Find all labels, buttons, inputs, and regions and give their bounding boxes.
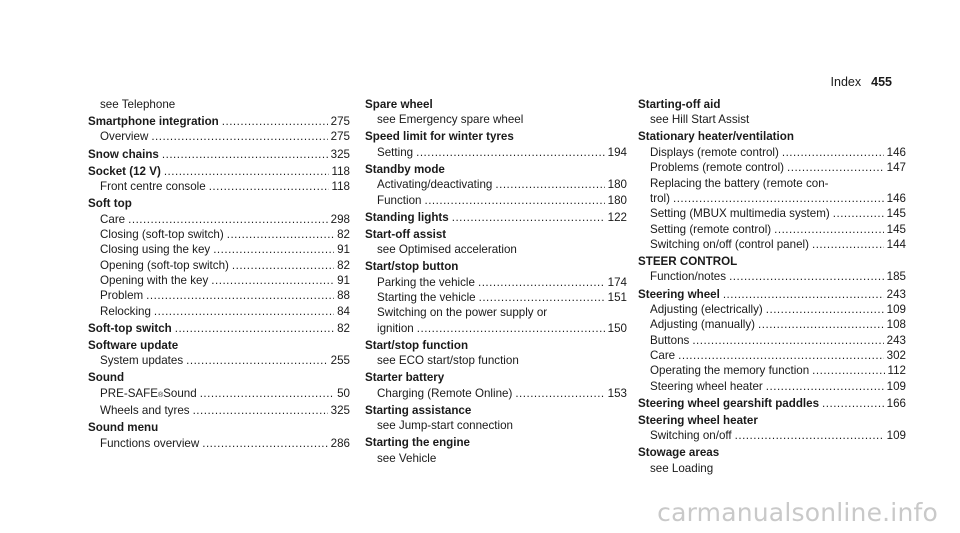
index-subentry — [638, 145, 906, 160]
page-ref[interactable]: 82 — [337, 227, 350, 241]
dot-leader — [766, 302, 884, 317]
index-column-1 — [88, 97, 350, 451]
dot-leader — [729, 269, 884, 284]
page-ref[interactable]: 243 — [886, 333, 906, 347]
dot-leader — [213, 242, 334, 257]
index-subentry-text: PRE-SAFE — [100, 386, 158, 400]
index-subentry — [88, 304, 350, 319]
index-subentry — [638, 176, 906, 191]
dot-leader — [774, 222, 884, 237]
index-heading-text: Sound menu — [88, 421, 159, 435]
index-subentry-text: Care — [100, 212, 126, 226]
page-ref[interactable]: 255 — [330, 354, 350, 368]
index-heading — [638, 97, 906, 112]
index-column-3 — [638, 97, 906, 476]
index-heading-text: Starter battery — [365, 371, 445, 385]
index-heading-text: Steering wheel — [638, 287, 720, 301]
index-subentry — [88, 212, 350, 227]
index-subentry-text: Buttons — [650, 333, 690, 347]
index-heading — [88, 420, 350, 435]
index-subentry — [365, 451, 627, 466]
index-subentry-text: Charging (Remote Online) — [377, 386, 513, 400]
index-entry — [365, 162, 627, 208]
page-ref[interactable]: 112 — [887, 364, 906, 378]
index-subentry — [638, 363, 906, 378]
index-entry — [638, 445, 906, 476]
index-heading-text: Starting assistance — [365, 403, 472, 417]
index-subentry — [88, 436, 350, 451]
index-subentry — [88, 386, 350, 403]
index-subentry-text: Setting — [377, 145, 414, 159]
page-ref[interactable]: 174 — [607, 275, 627, 289]
index-heading — [88, 321, 350, 336]
dot-leader — [186, 353, 328, 368]
index-heading-text: Steering wheel gearshift paddles — [638, 396, 820, 410]
dot-leader — [211, 273, 334, 288]
page-ref[interactable]: 84 — [337, 304, 350, 318]
dot-leader — [758, 317, 884, 332]
index-subentry-text: ignition — [377, 321, 414, 335]
page-ref[interactable]: 91 — [337, 273, 350, 287]
page-number: 455 — [871, 75, 892, 89]
dot-leader — [202, 436, 327, 451]
page-ref[interactable]: 144 — [886, 237, 906, 251]
index-subentry-text: see Telephone — [100, 98, 176, 111]
index-entry — [638, 396, 906, 411]
page-ref[interactable]: 194 — [607, 145, 627, 159]
index-entry — [88, 196, 350, 319]
index-entry — [88, 147, 350, 162]
index-subentry-text: Starting the vehicle — [377, 291, 476, 305]
dot-leader — [424, 193, 604, 208]
index-heading-text: Sound — [88, 371, 125, 385]
index-subentry — [638, 317, 906, 332]
index-subentry — [638, 348, 906, 363]
page-header — [831, 75, 892, 89]
dot-leader — [787, 160, 884, 175]
index-subentry-text: System updates — [100, 354, 184, 368]
index-subentry — [638, 333, 906, 348]
index-heading — [88, 196, 350, 211]
page-ref[interactable]: 325 — [330, 404, 350, 418]
page-ref[interactable]: 82 — [337, 321, 350, 335]
page-ref[interactable]: 185 — [886, 270, 906, 284]
index-subentry-text: Wheels and tyres — [100, 404, 190, 418]
index-heading-text: Socket (12 V) — [88, 164, 161, 178]
index-heading-text: Smartphone integration — [88, 115, 219, 129]
index-heading-text: Start/stop button — [365, 260, 459, 274]
index-subentry-text: Setting (remote control) — [650, 222, 772, 236]
page-ref[interactable]: 118 — [331, 180, 350, 194]
index-entry — [88, 97, 350, 112]
index-subentry — [88, 353, 350, 368]
index-heading — [88, 114, 350, 129]
index-subentry-text: Steering wheel heater — [650, 379, 763, 393]
index-subentry — [365, 353, 627, 368]
watermark: carmanualsonline.info — [657, 498, 938, 527]
index-heading — [88, 338, 350, 353]
page-ref[interactable]: 180 — [607, 193, 627, 207]
index-entry — [88, 420, 350, 451]
index-subentry — [88, 258, 350, 273]
index-subentry — [638, 191, 906, 206]
index-entry — [365, 210, 627, 225]
index-subentry-text: Switching on/off (control panel) — [650, 237, 809, 251]
index-heading-text: Snow chains — [88, 147, 159, 161]
dot-leader — [495, 177, 604, 192]
page-ref[interactable]: 145 — [886, 222, 906, 236]
index-entry — [365, 435, 627, 466]
index-subentry — [638, 206, 906, 221]
index-heading-text: Soft top — [88, 197, 132, 211]
index-heading-text: Standby mode — [365, 162, 445, 176]
index-subentry-text: Problems (remote control) — [650, 161, 785, 175]
index-subentry-text: Displays (remote control) — [650, 145, 779, 159]
page-ref[interactable]: 275 — [330, 130, 350, 144]
index-subentry — [365, 290, 627, 305]
index-heading — [365, 370, 627, 385]
index-subentry — [88, 129, 350, 144]
dot-leader — [128, 212, 328, 227]
index-subentry-text: Replacing the battery (remote con- — [650, 176, 829, 190]
dot-leader — [735, 428, 884, 443]
page-ref[interactable]: 153 — [607, 386, 627, 400]
index-subentry — [88, 403, 350, 418]
index-heading — [365, 338, 627, 353]
index-heading-text: Standing lights — [365, 210, 449, 224]
index-subentry — [365, 177, 627, 192]
dot-leader — [479, 290, 605, 305]
index-heading — [365, 403, 627, 418]
index-subentry — [88, 97, 350, 112]
index-subentry — [365, 193, 627, 208]
index-heading — [638, 287, 906, 302]
index-entry — [365, 403, 627, 434]
index-subentry-text: Functions overview — [100, 436, 200, 450]
index-subentry-text: Opening (soft-top switch) — [100, 258, 229, 272]
index-heading — [638, 413, 906, 428]
index-subentry — [638, 428, 906, 443]
dot-leader — [515, 386, 604, 401]
index-subentry-text: Operating the memory function — [650, 364, 810, 378]
index-heading — [638, 254, 906, 269]
index-subentry — [638, 112, 906, 127]
dot-leader — [833, 206, 884, 221]
index-subentry-text: Setting (MBUX multimedia system) — [650, 207, 830, 221]
index-subentry — [365, 321, 627, 336]
page-ref[interactable]: 88 — [337, 289, 350, 303]
page-ref[interactable]: 180 — [607, 178, 627, 192]
dot-leader — [151, 129, 327, 144]
index-heading-text: STEER CONTROL — [638, 255, 738, 269]
page-ref[interactable]: 109 — [886, 379, 906, 393]
index-entry — [88, 164, 350, 195]
dot-leader — [162, 147, 328, 162]
index-entry — [365, 370, 627, 401]
page-ref[interactable]: 91 — [337, 243, 350, 257]
index-subentry-text: see Loading — [650, 461, 714, 475]
page-ref[interactable]: 243 — [886, 287, 906, 301]
page-ref[interactable]: 166 — [886, 396, 906, 410]
page-ref[interactable]: 286 — [330, 436, 350, 450]
index-subentry — [638, 269, 906, 284]
index-subentry — [88, 179, 350, 194]
index-subentry — [365, 418, 627, 433]
dot-leader — [154, 304, 334, 319]
index-heading-text: Soft-top switch — [88, 321, 172, 335]
index-subentry-text: Activating/deactivating — [377, 178, 493, 192]
index-subentry-text: Overview — [100, 130, 149, 144]
page-ref[interactable]: 150 — [607, 321, 627, 335]
index-entry — [365, 338, 627, 369]
dot-leader — [164, 164, 329, 179]
index-subentry-text: Problem — [100, 289, 144, 303]
index-heading — [365, 129, 627, 144]
index-subentry — [638, 160, 906, 175]
index-heading — [365, 210, 627, 225]
dot-leader — [417, 321, 605, 336]
dot-leader — [193, 403, 328, 418]
index-subentry-text: see Hill Start Assist — [650, 113, 750, 127]
index-subentry — [88, 242, 350, 257]
page-ref[interactable]: 146 — [886, 145, 906, 159]
index-subentry-text: Function/notes — [650, 270, 727, 284]
index-entry — [365, 129, 627, 160]
index-heading — [88, 164, 350, 179]
index-entry — [638, 129, 906, 252]
page-ref[interactable]: 122 — [607, 210, 627, 224]
page-ref[interactable]: 109 — [886, 302, 906, 316]
index-subentry — [638, 461, 906, 476]
index-subentry — [365, 145, 627, 160]
index-entry — [88, 370, 350, 418]
index-entry — [365, 227, 627, 258]
index-subentry — [88, 288, 350, 303]
page-ref[interactable]: 302 — [886, 348, 906, 362]
index-entry — [638, 413, 906, 444]
index-subentry-text: Closing (soft-top switch) — [100, 227, 224, 241]
page-ref[interactable]: 50 — [337, 386, 350, 400]
page-ref[interactable]: 82 — [337, 258, 350, 272]
index-entry — [88, 114, 350, 145]
index-heading — [88, 147, 350, 162]
index-subentry — [365, 112, 627, 127]
index-heading-text: Start-off assist — [365, 227, 447, 241]
dot-leader — [782, 145, 884, 160]
section-title: Index — [830, 75, 862, 89]
index-subentry — [365, 242, 627, 257]
index-heading-text: Stationary heater/ventilation — [638, 130, 794, 144]
dot-leader — [452, 210, 605, 225]
page-ref[interactable]: 109 — [886, 429, 906, 443]
index-heading — [365, 227, 627, 242]
index-heading — [88, 370, 350, 385]
dot-leader — [678, 348, 884, 363]
page-ref[interactable]: 275 — [330, 115, 350, 129]
page-ref[interactable]: 325 — [330, 147, 350, 161]
dot-leader — [200, 386, 334, 401]
dot-leader — [227, 227, 334, 242]
index-subentry-text: Switching on/off — [650, 429, 732, 443]
index-subentry-text: Closing using the key — [100, 243, 211, 257]
index-heading — [365, 435, 627, 450]
index-subentry-text: Sound — [163, 386, 197, 400]
dot-leader — [232, 258, 334, 273]
index-subentry — [365, 305, 627, 320]
index-subentry-text: Parking the vehicle — [377, 275, 475, 289]
index-column-2 — [365, 97, 627, 466]
index-entry — [365, 97, 627, 128]
index-heading — [638, 129, 906, 144]
index-entry — [638, 287, 906, 394]
index-subentry-text: Relocking — [100, 304, 151, 318]
index-subentry-text: trol) — [650, 191, 670, 205]
index-heading — [638, 396, 906, 411]
dot-leader — [146, 288, 334, 303]
index-subentry-text: Opening with the key — [100, 273, 209, 287]
dot-leader — [692, 333, 883, 348]
index-subentry-text: see Optimised acceleration — [377, 243, 517, 257]
dot-leader — [673, 191, 884, 206]
index-heading-text: Stowage areas — [638, 446, 720, 460]
index-entry — [88, 338, 350, 369]
registered-mark: ® — [157, 391, 164, 399]
index-subentry-text: Switching on the power supply or — [377, 306, 548, 320]
dot-leader — [723, 287, 884, 302]
index-heading — [365, 259, 627, 274]
index-subentry-text: see Jump-start connection — [377, 419, 513, 433]
index-subentry-text: see Vehicle — [377, 451, 437, 465]
page-ref[interactable]: 298 — [330, 212, 350, 226]
index-subentry — [365, 386, 627, 401]
index-heading-text: Spare wheel — [365, 98, 433, 111]
index-subentry — [638, 379, 906, 394]
page-ref[interactable]: 145 — [886, 207, 906, 221]
index-entry — [638, 254, 906, 285]
index-heading-text: Speed limit for winter tyres — [365, 130, 514, 144]
page-ref[interactable]: 118 — [331, 164, 350, 178]
index-entry — [638, 97, 906, 128]
index-entry — [365, 259, 627, 336]
dot-leader — [416, 145, 605, 160]
index-heading-text: Software update — [88, 338, 179, 352]
index-subentry — [88, 227, 350, 242]
index-heading-text: Start/stop function — [365, 338, 469, 352]
index-subentry-text: see Emergency spare wheel — [377, 113, 524, 127]
page-ref[interactable]: 147 — [886, 161, 906, 175]
index-heading-text: Starting-off aid — [638, 98, 721, 111]
dot-leader — [766, 379, 884, 394]
dot-leader — [822, 396, 884, 411]
index-subentry — [638, 237, 906, 252]
dot-leader — [478, 275, 605, 290]
page-ref[interactable]: 146 — [886, 191, 906, 205]
index-subentry-text: Front centre console — [100, 180, 206, 194]
index-subentry — [638, 302, 906, 317]
index-subentry — [638, 222, 906, 237]
dot-leader — [222, 114, 328, 129]
index-heading — [638, 445, 906, 460]
page-ref[interactable]: 151 — [607, 291, 627, 305]
index-heading-text: Starting the engine — [365, 436, 470, 450]
index-subentry — [88, 273, 350, 288]
index-subentry — [365, 275, 627, 290]
index-heading-text: Steering wheel heater — [638, 413, 758, 427]
dot-leader — [175, 321, 334, 336]
index-subentry-text: Care — [650, 348, 676, 362]
index-subentry-text: Adjusting (manually) — [650, 318, 756, 332]
index-heading — [365, 97, 627, 112]
page-ref[interactable]: 108 — [886, 318, 906, 332]
index-subentry-text: see ECO start/stop function — [377, 354, 519, 368]
index-subentry-text: Function — [377, 193, 422, 207]
dot-leader — [812, 237, 884, 252]
index-entry — [88, 321, 350, 336]
index-subentry-text: Adjusting (electrically) — [650, 302, 763, 316]
index-heading — [365, 162, 627, 177]
dot-leader — [209, 179, 329, 194]
dot-leader — [812, 363, 884, 378]
